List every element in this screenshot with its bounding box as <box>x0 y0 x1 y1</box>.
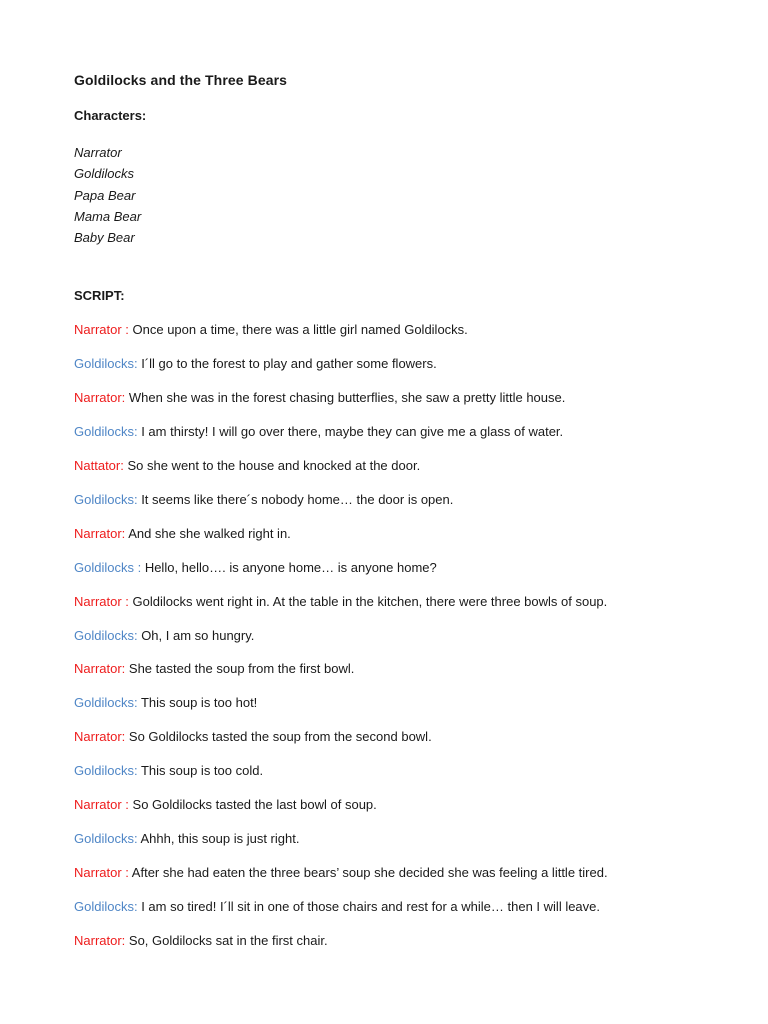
character-item: Narrator <box>74 145 122 160</box>
speaker-label: Goldilocks: <box>74 424 138 440</box>
speaker-label: Narrator: <box>74 729 126 745</box>
character-item: Baby Bear <box>74 230 135 246</box>
dialog-text: After she had eaten the three bears’ soup she decided she was feeling a little tired. <box>128 864 608 880</box>
script-line <box>74 560 734 576</box>
document-content <box>74 72 734 966</box>
speaker-label: Goldilocks: <box>74 356 138 372</box>
dialog-text: Hello, hello…. is anyone home… is anyone home? <box>141 559 437 575</box>
speaker-label: Goldilocks: <box>74 763 138 779</box>
speaker-label: Goldilocks: <box>74 830 138 846</box>
dialog-text: So she went to the house and knocked at the door. <box>123 458 421 474</box>
speaker-label: Narrator : <box>74 322 129 338</box>
character-item: Mama Bear <box>74 208 142 224</box>
character-item: Papa Bear <box>74 187 136 203</box>
dialog-text: I am thirsty! I will go over there, maybe they can give me a glass of water. <box>137 424 564 440</box>
dialog-text: So Goldilocks tasted the last bowl of soup. <box>128 796 377 812</box>
dialog-text: Oh, I am so hungry. <box>137 627 255 643</box>
dialog-text: This soup is too hot! <box>137 695 258 711</box>
script-line <box>74 933 734 949</box>
speaker-label: Narrator: <box>74 525 126 541</box>
script-line <box>74 899 734 915</box>
character-item: Goldilocks <box>74 166 134 182</box>
script-line <box>74 492 734 508</box>
dialog-text: So, Goldilocks sat in the first chair. <box>125 932 328 948</box>
speaker-label: Goldilocks: <box>74 695 138 711</box>
script-line <box>74 356 734 372</box>
dialog-text: Once upon a time, there was a little girl named Goldilocks. <box>128 322 468 338</box>
script-line <box>74 763 734 779</box>
speaker-label: Goldilocks: <box>74 491 138 507</box>
characters-heading: Characters: <box>74 108 147 123</box>
dialog-text: Ahhh, this soup is just right. <box>137 830 300 846</box>
dialog-text: I am so tired! I´ll sit in one of those chairs and rest for a while… then I will leave. <box>137 898 601 914</box>
dialog-text: This soup is too cold. <box>137 763 264 779</box>
script-line <box>74 695 734 711</box>
dialog-text: I´ll go to the forest to play and gather some flowers. <box>137 356 437 372</box>
script-line <box>74 865 734 881</box>
script-line <box>74 831 734 847</box>
script-line <box>74 390 734 406</box>
speaker-label: Narrator: <box>74 932 126 948</box>
speaker-label: Goldilocks : <box>74 559 142 575</box>
speaker-label: Goldilocks: <box>74 898 138 914</box>
dialog-text: So Goldilocks tasted the soup from the second bowl. <box>125 729 432 745</box>
speaker-label: Narrator : <box>74 864 129 880</box>
script-line <box>74 458 734 474</box>
script-line <box>74 628 734 644</box>
script-line <box>74 322 734 338</box>
speaker-label: Goldilocks: <box>74 627 138 643</box>
speaker-label: Narrator: <box>74 390 126 406</box>
document-title: Goldilocks and the Three Bears <box>74 72 288 88</box>
dialog-text: It seems like there´s nobody home… the door is open. <box>137 491 454 507</box>
script-line <box>74 797 734 813</box>
script-heading: SCRIPT: <box>74 288 125 304</box>
dialog-text: Goldilocks went right in. At the table in the kitchen, there were three bowls of soup. <box>128 593 608 609</box>
script-line <box>74 661 734 677</box>
script-line <box>74 594 734 610</box>
speaker-label: Nattator: <box>74 458 124 474</box>
script-line <box>74 729 734 745</box>
script-line <box>74 526 734 542</box>
speaker-label: Narrator : <box>74 796 129 812</box>
script-line <box>74 424 734 440</box>
speaker-label: Narrator : <box>74 593 129 609</box>
dialog-text: And she she walked right in. <box>125 525 291 541</box>
script-lines <box>74 322 734 948</box>
dialog-text: She tasted the soup from the first bowl. <box>125 661 355 677</box>
speaker-label: Narrator: <box>74 661 126 677</box>
character-list <box>74 142 734 248</box>
dialog-text: When she was in the forest chasing butterflies, she saw a pretty little house. <box>125 390 566 406</box>
